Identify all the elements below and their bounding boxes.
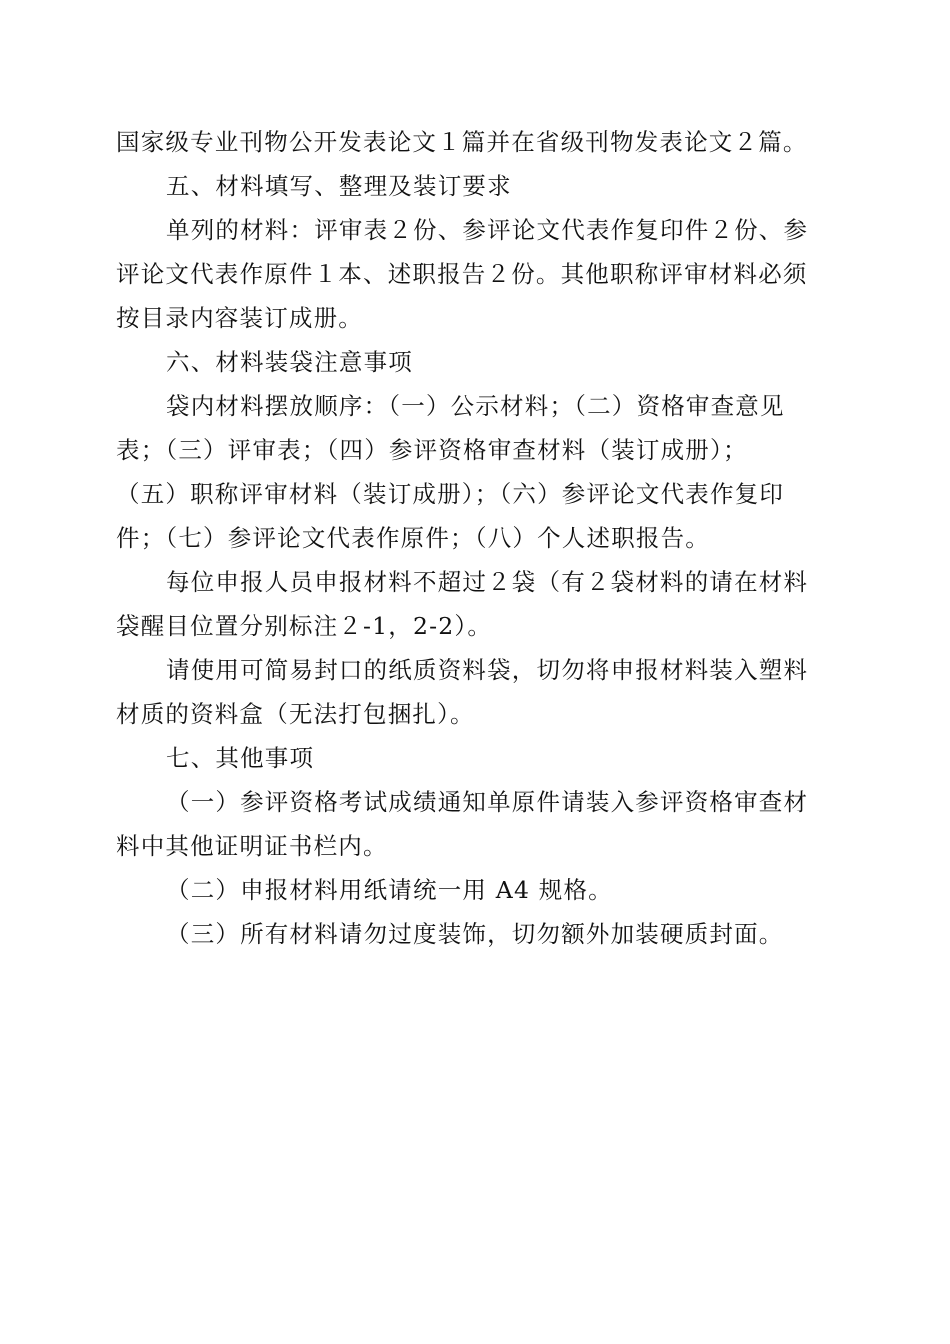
paragraph-line: 单列的材料：评审表２份、参评论文代表作复印件２份、参 bbox=[166, 216, 809, 244]
paragraph-line: （一）参评资格考试成绩通知单原件请装入参评资格审查材 bbox=[166, 788, 809, 816]
section-heading-materials-requirements: 五、材料填写、整理及装订要求 bbox=[166, 172, 512, 200]
paragraph-line: 表；（三）评审表；（四）参评资格审查材料（装订成册）； bbox=[116, 436, 748, 464]
paragraph-line: 按目录内容装订成册。 bbox=[116, 304, 363, 332]
paragraph-line: 袋醒目位置分别标注２-1，2-2）。 bbox=[116, 612, 493, 640]
document-body bbox=[116, 120, 838, 956]
paragraph-line: 料中其他证明证书栏内。 bbox=[116, 832, 388, 860]
section-heading-bagging-notes: 六、材料装袋注意事项 bbox=[166, 348, 413, 376]
paragraph-line: （三）所有材料请勿过度装饰，切勿额外加装硬质封面。 bbox=[166, 920, 784, 948]
paragraph-line: 每位申报人员申报材料不超过２袋（有２袋材料的请在材料 bbox=[166, 568, 809, 596]
paragraph-line: 材质的资料盒（无法打包捆扎）。 bbox=[116, 700, 475, 728]
paragraph-line: （二）申报材料用纸请统一用 A4 规格。 bbox=[166, 876, 613, 904]
paragraph-line: 件；（七）参评论文代表作原件；（八）个人述职报告。 bbox=[116, 524, 710, 552]
paragraph-line: （五）职称评审材料（装订成册）；（六）参评论文代表作复印 bbox=[116, 480, 785, 508]
paragraph-line: 袋内材料摆放顺序：（一）公示材料；（二）资格审查意见 bbox=[166, 392, 785, 420]
paragraph-line: 评论文代表作原件１本、述职报告２份。其他职称评审材料必须 bbox=[116, 260, 808, 288]
section-heading-other-matters: 七、其他事项 bbox=[166, 744, 315, 772]
paragraph-line: 国家级专业刊物公开发表论文１篇并在省级刊物发表论文２篇。 bbox=[116, 128, 808, 156]
paragraph-line: 请使用可简易封口的纸质资料袋，切勿将申报材料装入塑料 bbox=[166, 656, 809, 684]
